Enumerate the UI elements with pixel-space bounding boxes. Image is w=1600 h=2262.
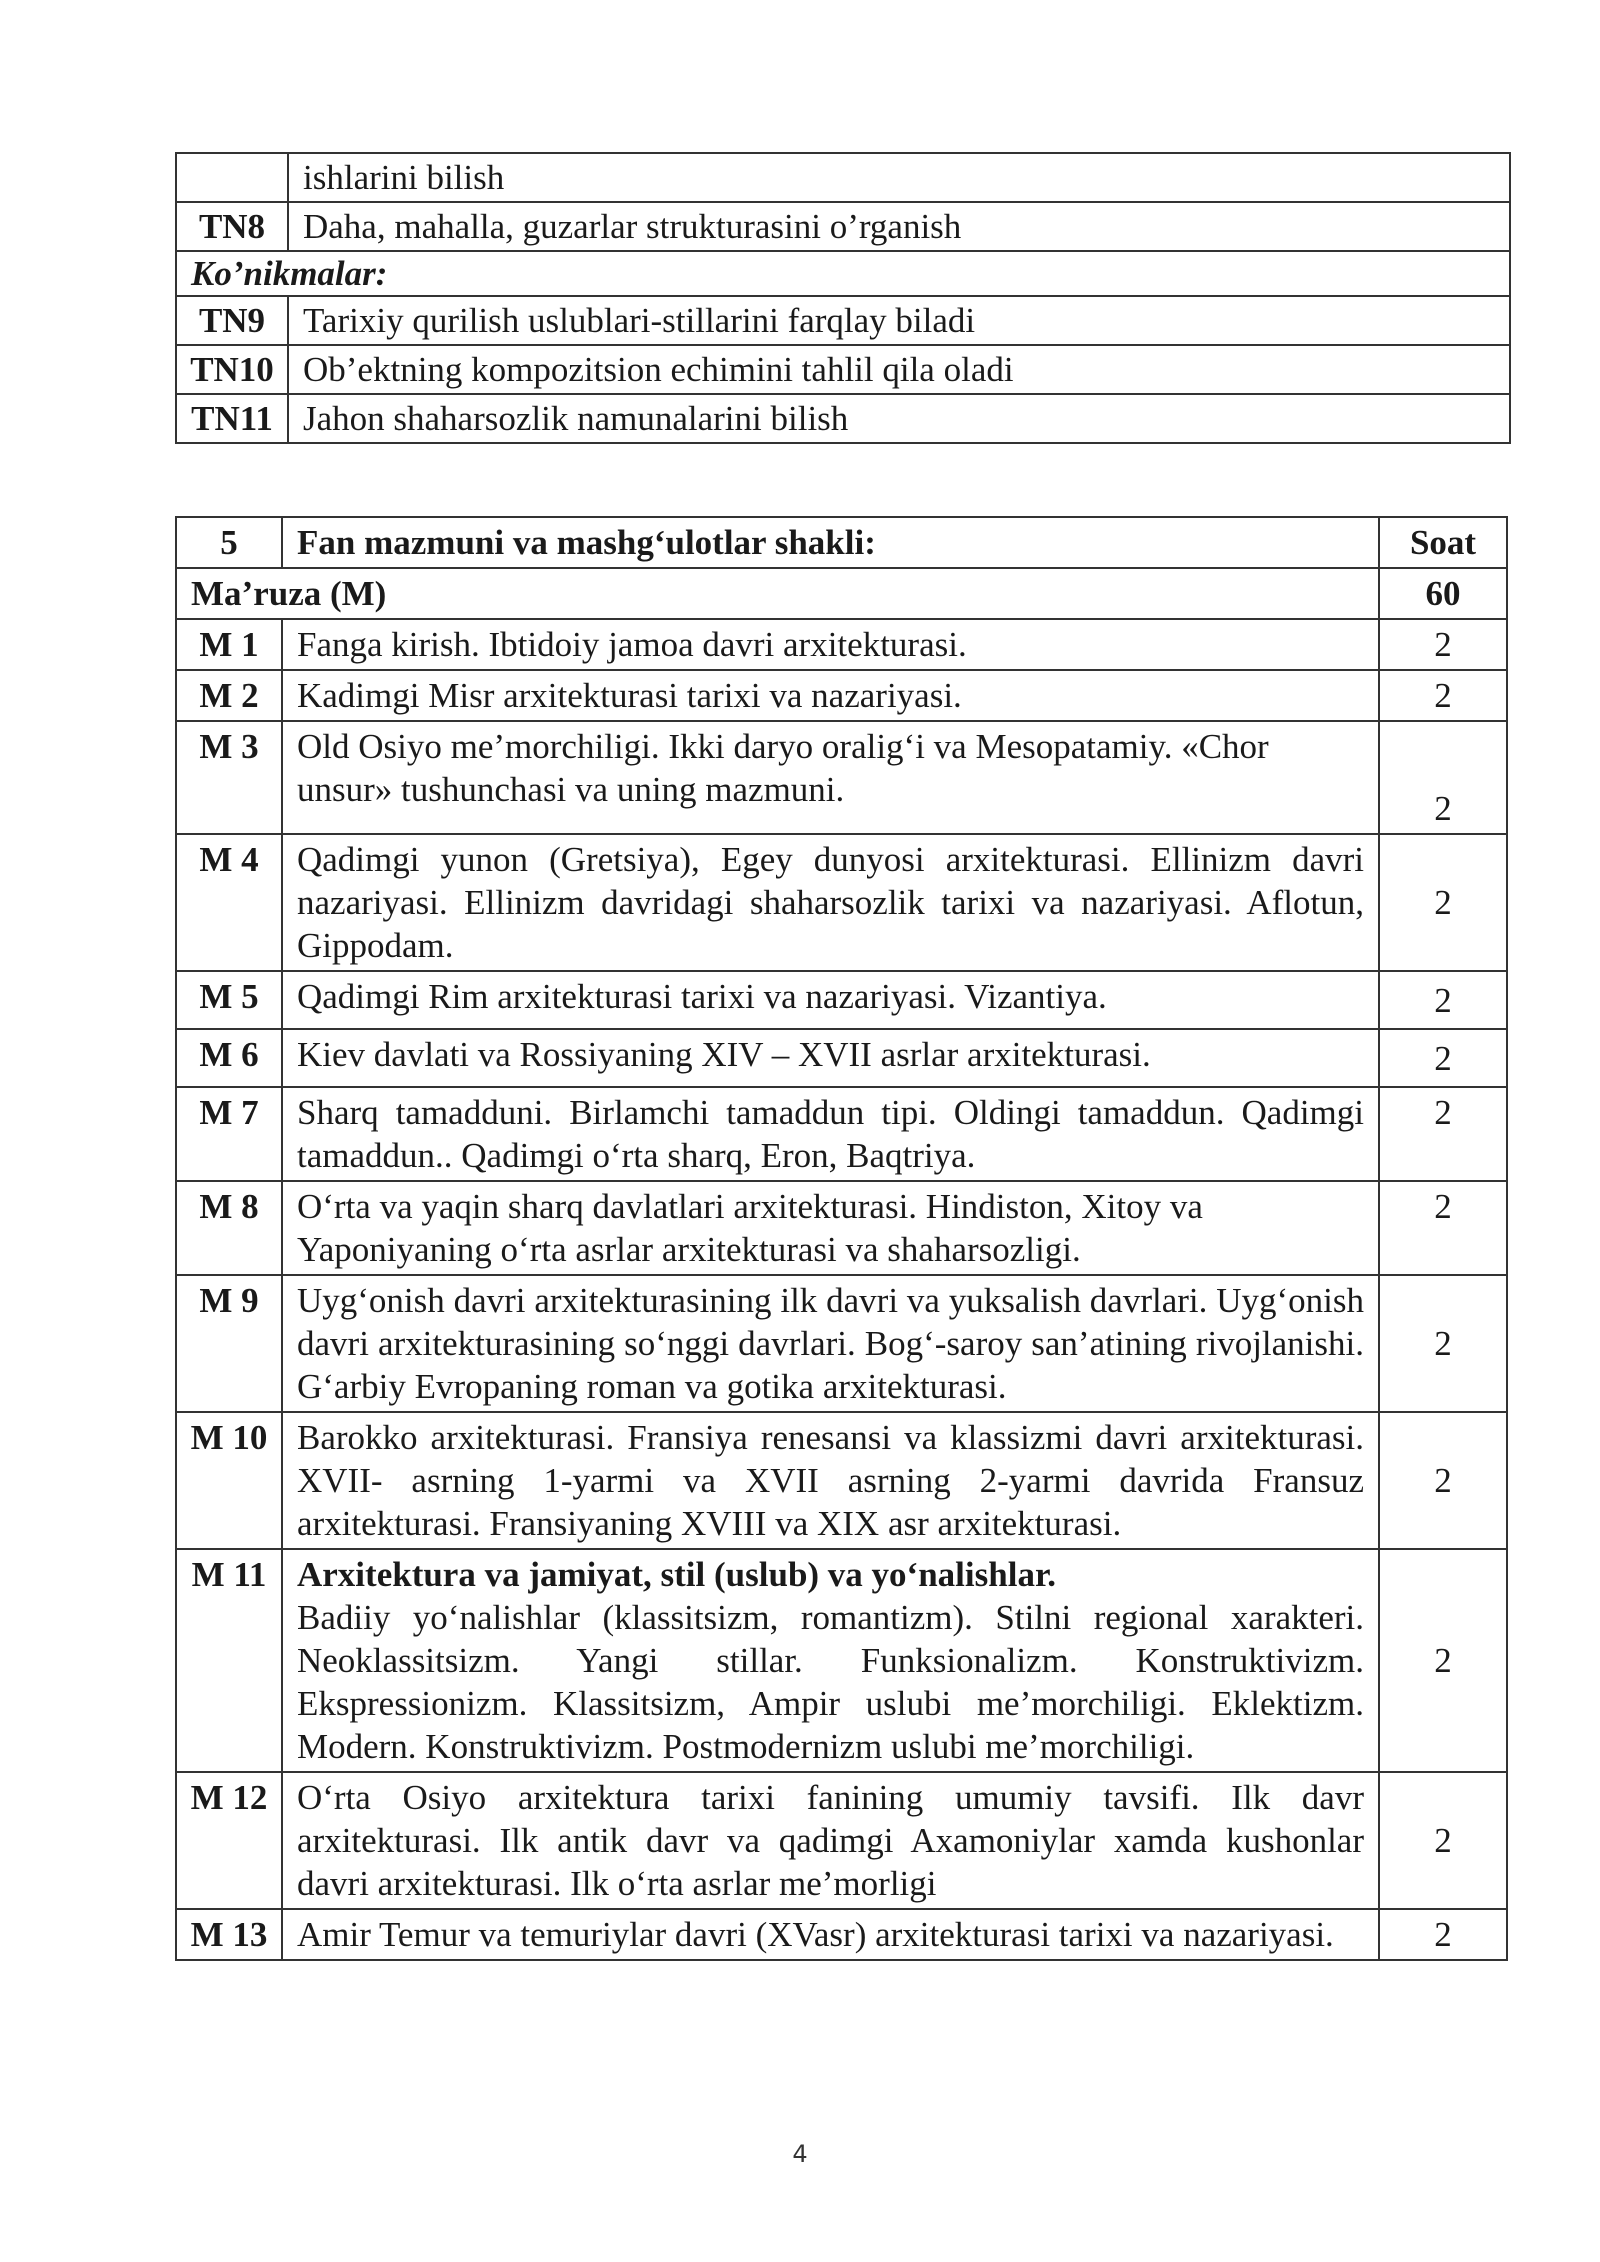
lecture-topic: Fanga kirish. Ibtidoiy jamoa davri arxitekturasi. <box>282 619 1379 670</box>
row-code: TN8 <box>176 202 288 251</box>
section-row <box>176 251 1510 296</box>
skills-section-label: Ko’nikmalar: <box>176 251 1510 296</box>
lecture-hours: 2 <box>1379 721 1507 834</box>
lecture-code: M 9 <box>176 1275 282 1412</box>
lecture-code: M 6 <box>176 1029 282 1087</box>
table-row <box>176 971 1507 1029</box>
lectures-table <box>175 516 1508 1961</box>
lecture-code: M 7 <box>176 1087 282 1181</box>
lecture-topic: Kadimgi Misr arxitekturasi tarixi va nazariyasi. <box>282 670 1379 721</box>
table-row <box>176 296 1510 345</box>
lecture-topic: Qadimgi yunon (Gretsiya), Egey dunyosi arxitekturasi. Ellinizm davri nazariyasi. Ellinizm davridagi shaharsozlik tarixi va nazariyasi. Aflotun, Gippodam. <box>282 834 1379 971</box>
lecture-topic: Amir Temur va temuriylar davri (XVasr) arxitekturasi tarixi va nazariyasi. <box>282 1909 1379 1960</box>
lecture-hours: 2 <box>1379 1275 1507 1412</box>
lecture-hours: 2 <box>1379 1549 1507 1772</box>
header-number: 5 <box>176 517 282 568</box>
table-row <box>176 1909 1507 1960</box>
lecture-topic: Qadimgi Rim arxitekturasi tarixi va nazariyasi. Vizantiya. <box>282 971 1379 1029</box>
lecture-code: M 1 <box>176 619 282 670</box>
table-header-row <box>176 517 1507 568</box>
lecture-code: M 3 <box>176 721 282 834</box>
lecture-hours: 2 <box>1379 619 1507 670</box>
row-code: TN9 <box>176 296 288 345</box>
lecture-topic: Kiev davlati va Rossiyaning XIV – XVII asrlar arxitekturasi. <box>282 1029 1379 1087</box>
lecture-topic: Sharq tamadduni. Birlamchi tamaddun tipi. Oldingi tamaddun. Qadimgi tamaddun.. Qadimgi o‘rta sharq, Eron, Baqtriya. <box>282 1087 1379 1181</box>
lecture-hours: 2 <box>1379 670 1507 721</box>
lecture-hours: 2 <box>1379 1909 1507 1960</box>
lecture-topic: Badiiy yo‘nalishlar (klassitsizm, romantizm). Stilni regional xarakteri. Neoklassitsizm. Yangi stillar. Funksionalizm. Konstruktivizm. Ekspressionizm. Klassitsizm, Ampir uslubi me’morchiligi. Eklektizm. Modern. Konstruktivizm. Postmodernizm uslubi me’morchiligi. <box>297 1598 1364 1766</box>
lecture-hours: 2 <box>1379 834 1507 971</box>
competencies-table <box>175 152 1511 444</box>
lecture-hours: 2 <box>1379 1087 1507 1181</box>
header-title: Fan mazmuni va mashg‘ulotlar shakli: <box>282 517 1379 568</box>
lecture-code: M 11 <box>176 1549 282 1772</box>
header-hours: Soat <box>1379 517 1507 568</box>
row-code <box>176 153 288 202</box>
row-text: Daha, mahalla, guzarlar strukturasini o’rganish <box>288 202 1510 251</box>
lecture-topic: Uyg‘onish davri arxitekturasining ilk davri va yuksalish davrlari. Uyg‘onish davri arxitekturasining so‘nggi davrlari. Bog‘-saroy san’atining rivojlanishi. G‘arbiy Evropaning roman va gotika arxitekturasi. <box>282 1275 1379 1412</box>
lecture-topic-heading: Arxitektura va jamiyat, stil (uslub) va yo‘nalishlar. <box>297 1555 1057 1594</box>
lecture-hours: 2 <box>1379 971 1507 1029</box>
lecture-hours: 2 <box>1379 1412 1507 1549</box>
table-row <box>176 1549 1507 1772</box>
lecture-topic: Barokko arxitekturasi. Fransiya renesansi va klassizmi davri arxitekturasi. XVII- asrning 1-yarmi va XVII asrning 2-yarmi davrida Fransuz arxitekturasi. Fransiyaning XVIII va XIX asr arxitekturasi. <box>282 1412 1379 1549</box>
table-row <box>176 1029 1507 1087</box>
table-row <box>176 1275 1507 1412</box>
page-number: 4 <box>792 2140 808 2168</box>
lecture-code: M 2 <box>176 670 282 721</box>
row-text: Jahon shaharsozlik namunalarini bilish <box>288 394 1510 443</box>
row-text: ishlarini bilish <box>288 153 1510 202</box>
lecture-code: M 13 <box>176 1909 282 1960</box>
table-row <box>176 834 1507 971</box>
table-row <box>176 619 1507 670</box>
row-code: TN10 <box>176 345 288 394</box>
row-text: Tarixiy qurilish uslublari-stillarini farqlay biladi <box>288 296 1510 345</box>
lecture-hours: 2 <box>1379 1772 1507 1909</box>
table-row <box>176 721 1507 834</box>
table-row <box>176 670 1507 721</box>
table-row <box>176 202 1510 251</box>
table-row <box>176 1412 1507 1549</box>
lecture-topic: O‘rta Osiyo arxitektura tarixi fanining umumiy tavsifi. Ilk davr arxitekturasi. Ilk antik davr va qadimgi Axamoniylar xamda kushonlar davri arxitekturasi. Ilk o‘rta asrlar me’morligi <box>282 1772 1379 1909</box>
lecture-code: M 4 <box>176 834 282 971</box>
table-row <box>176 345 1510 394</box>
lecture-topic: O‘rta va yaqin sharq davlatlari arxitekturasi. Hindiston, Xitoy va Yaponiyaning o‘rta asrlar arxitekturasi va shaharsozligi. <box>282 1181 1379 1275</box>
table-row <box>176 394 1510 443</box>
lecture-topic: Old Osiyo me’morchiligi. Ikki daryo oralig‘i va Mesopatamiy. «Chor unsur» tushunchasi va uning mazmuni. <box>282 721 1379 834</box>
lecture-code: M 12 <box>176 1772 282 1909</box>
table-row <box>176 1181 1507 1275</box>
lecture-section-total: 60 <box>1379 568 1507 619</box>
lecture-code: M 5 <box>176 971 282 1029</box>
lecture-hours: 2 <box>1379 1181 1507 1275</box>
section-row <box>176 568 1507 619</box>
lecture-topic-block <box>282 1549 1379 1772</box>
table-row <box>176 153 1510 202</box>
table-row <box>176 1087 1507 1181</box>
lecture-section-label: Ma’ruza (M) <box>176 568 1379 619</box>
lecture-code: M 10 <box>176 1412 282 1549</box>
lecture-hours: 2 <box>1379 1029 1507 1087</box>
table-row <box>176 1772 1507 1909</box>
lecture-code: M 8 <box>176 1181 282 1275</box>
row-code: TN11 <box>176 394 288 443</box>
row-text: Ob’ektning kompozitsion echimini tahlil qila oladi <box>288 345 1510 394</box>
